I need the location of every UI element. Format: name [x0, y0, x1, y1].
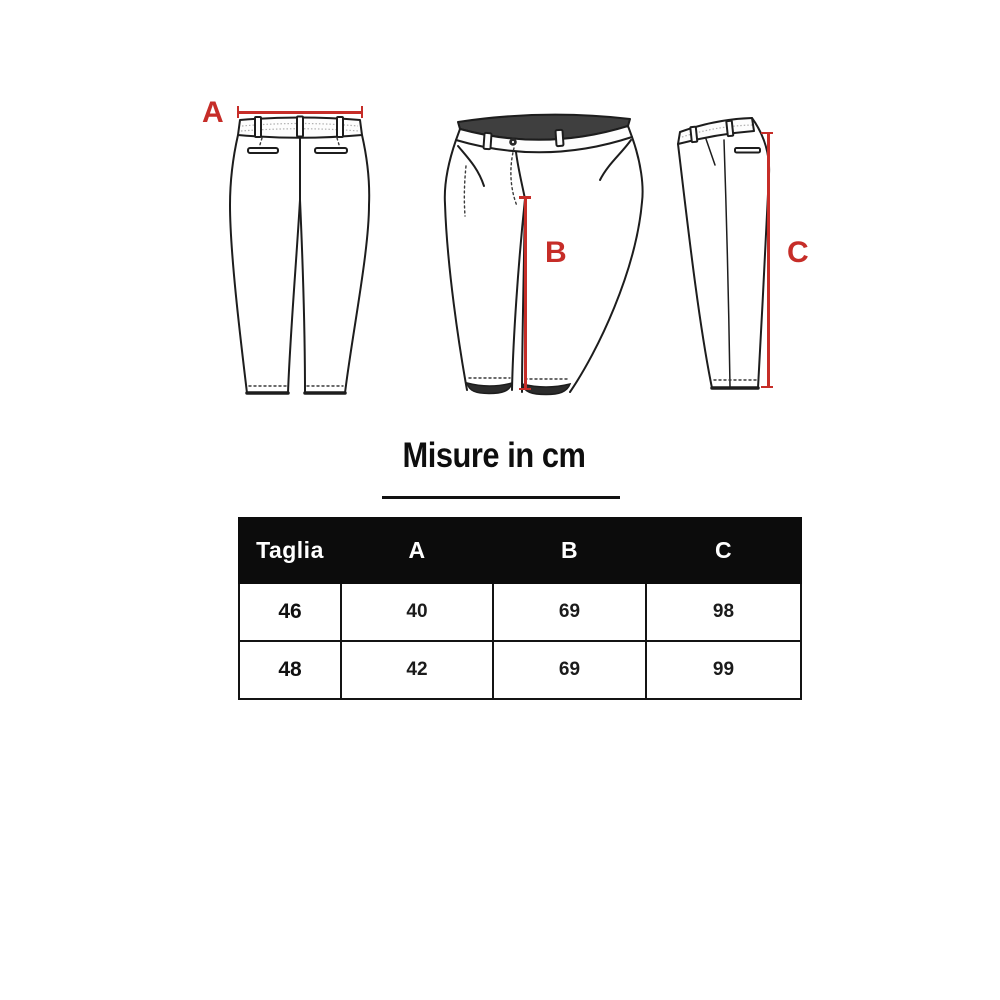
page-title: Misure in cm — [402, 436, 586, 475]
size-table-row-48 — [239, 641, 801, 699]
size-table-header-a: A — [341, 518, 493, 583]
measure-b-line — [524, 197, 527, 389]
size-table — [238, 517, 802, 700]
measure-c-value: 98 — [646, 583, 801, 641]
size-table-row-46 — [239, 583, 801, 641]
measure-b-bottom-tick — [519, 388, 531, 391]
front-waistband — [456, 115, 632, 153]
measure-c-bottom-tick — [761, 386, 773, 389]
size-table-header-b: B — [493, 518, 646, 583]
front-legs — [445, 137, 643, 395]
size-table-header-taglia: Taglia — [239, 518, 341, 583]
back-legs — [230, 120, 369, 393]
measure-b-label: B — [545, 236, 567, 269]
size-table-header-c: C — [646, 518, 801, 583]
measure-c-value: 99 — [646, 641, 801, 699]
measure-b-value: 69 — [493, 583, 646, 641]
size-value: 46 — [239, 583, 341, 641]
pants-side-view-illustration — [666, 110, 778, 398]
pants-back-view-illustration — [222, 107, 372, 399]
side-body — [678, 118, 769, 388]
size-table-header-row — [239, 518, 801, 583]
measure-c-line — [767, 133, 770, 387]
measure-a-value: 40 — [341, 583, 493, 641]
size-value: 48 — [239, 641, 341, 699]
back-pockets — [248, 138, 347, 153]
measure-a-value: 42 — [341, 641, 493, 699]
title-underline — [382, 496, 620, 499]
pants-front-view-illustration — [438, 106, 650, 400]
measure-c-label: C — [787, 236, 809, 269]
side-waistband — [678, 118, 754, 144]
measure-a-label: A — [202, 96, 224, 129]
measure-b-value: 69 — [493, 641, 646, 699]
